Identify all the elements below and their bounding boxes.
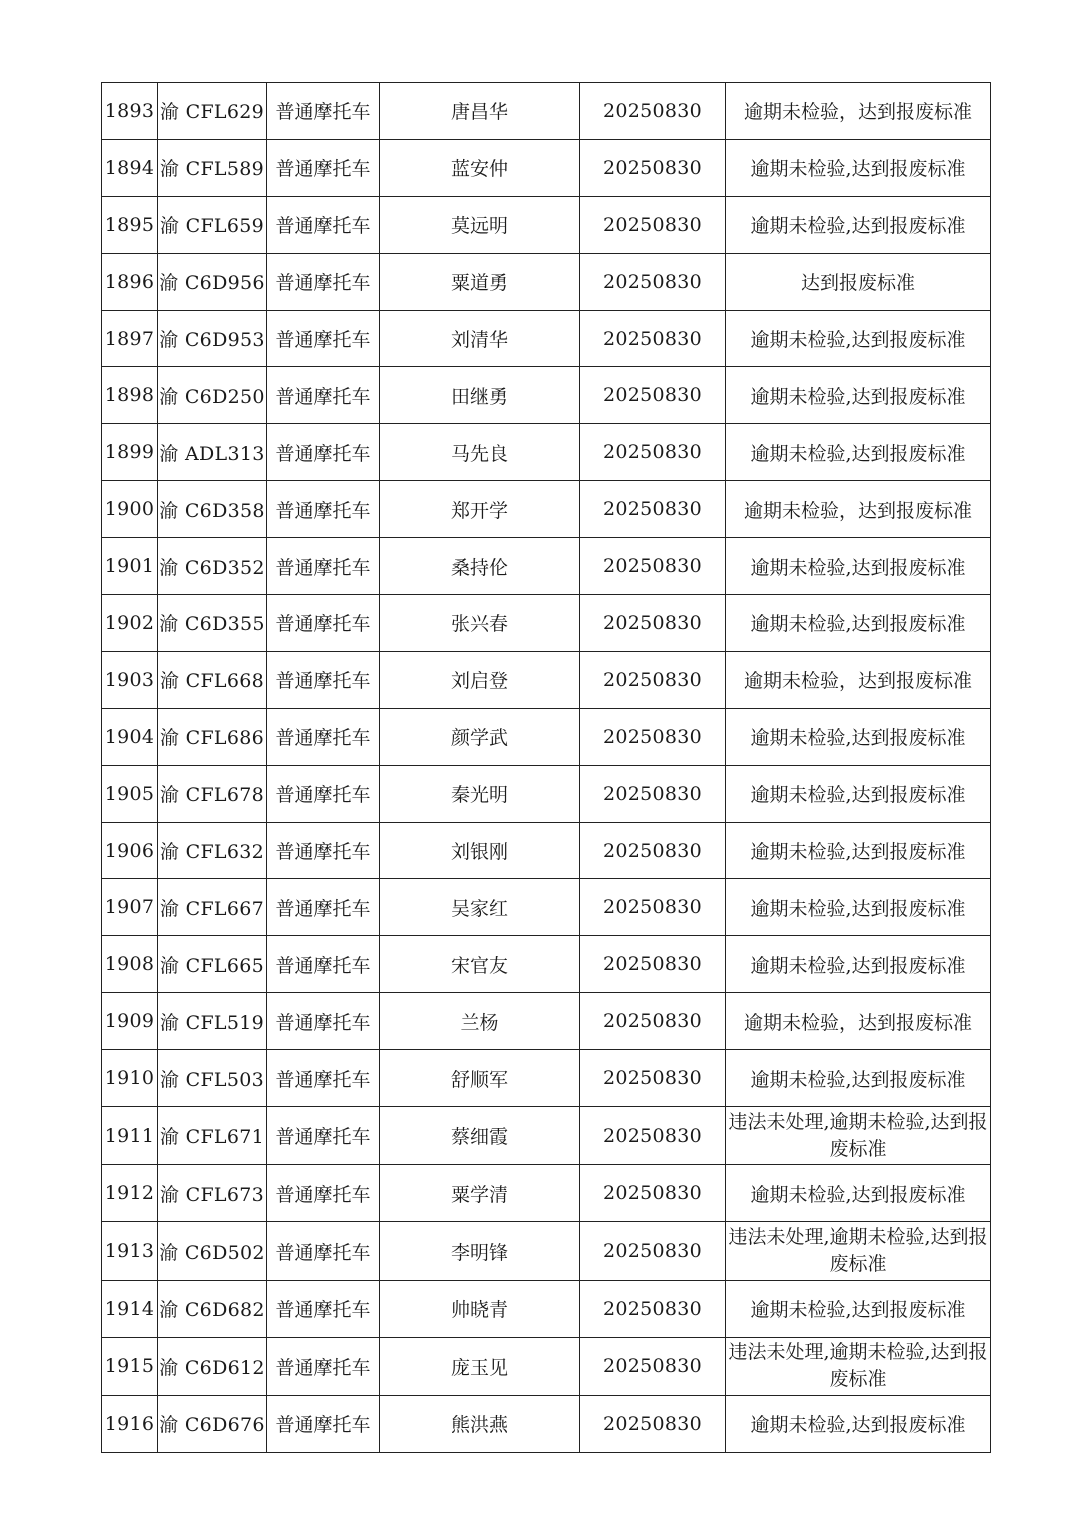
date-cell: 20250830 [580,1280,726,1337]
plate-number-cell: 渝 C6D682 [158,1280,267,1337]
status-note-cell: 逾期未检验,达到报废标准 [726,708,991,765]
table-row [102,1337,991,1395]
table-row [102,708,991,765]
plate-number-cell: 渝 CFL673 [158,1165,267,1222]
owner-name-cell: 蔡细霞 [380,1107,580,1165]
row-number-cell: 1899 [102,424,158,481]
plate-number-cell: 渝 C6D612 [158,1337,267,1395]
vehicle-type-cell: 普通摩托车 [267,253,380,310]
plate-number-cell: 渝 C6D250 [158,367,267,424]
status-note-cell: 逾期未检验,达到报废标准 [726,424,991,481]
plate-number-cell: 渝 CFL665 [158,936,267,993]
status-note-cell: 违法未处理,逾期未检验,达到报废标准 [726,1107,991,1165]
status-note-cell: 逾期未检验,达到报废标准 [726,765,991,822]
table-row [102,310,991,367]
row-number-cell: 1914 [102,1280,158,1337]
owner-name-cell: 熊洪燕 [380,1395,580,1452]
plate-number-cell: 渝 C6D953 [158,310,267,367]
status-note-cell: 逾期未检验,达到报废标准 [726,1280,991,1337]
date-cell: 20250830 [580,1222,726,1280]
plate-number-cell: 渝 CFL629 [158,83,267,140]
date-cell: 20250830 [580,765,726,822]
date-cell: 20250830 [580,879,726,936]
table-row [102,367,991,424]
vehicle-type-cell: 普通摩托车 [267,139,380,196]
plate-number-cell: 渝 CFL671 [158,1107,267,1165]
owner-name-cell: 唐昌华 [380,83,580,140]
table-row [102,1165,991,1222]
vehicle-type-cell: 普通摩托车 [267,1165,380,1222]
status-note-cell: 逾期未检验,达到报废标准 [726,879,991,936]
vehicle-type-cell: 普通摩托车 [267,481,380,538]
plate-number-cell: 渝 C6D355 [158,595,267,652]
row-number-cell: 1913 [102,1222,158,1280]
status-note-cell: 逾期未检验,达到报废标准 [726,139,991,196]
vehicle-type-cell: 普通摩托车 [267,1395,380,1452]
row-number-cell: 1898 [102,367,158,424]
row-number-cell: 1900 [102,481,158,538]
row-number-cell: 1903 [102,651,158,708]
plate-number-cell: 渝 ADL313 [158,424,267,481]
vehicle-type-cell: 普通摩托车 [267,538,380,595]
table-row [102,424,991,481]
date-cell: 20250830 [580,822,726,879]
date-cell: 20250830 [580,993,726,1050]
plate-number-cell: 渝 CFL519 [158,993,267,1050]
date-cell: 20250830 [580,1165,726,1222]
vehicle-type-cell: 普通摩托车 [267,310,380,367]
vehicle-type-cell: 普通摩托车 [267,83,380,140]
owner-name-cell: 宋官友 [380,936,580,993]
status-note-cell: 达到报废标准 [726,253,991,310]
row-number-cell: 1893 [102,83,158,140]
owner-name-cell: 兰杨 [380,993,580,1050]
status-note-cell: 逾期未检验,达到报废标准 [726,1050,991,1107]
status-note-cell: 逾期未检验,达到报废标准 [726,310,991,367]
vehicle-type-cell: 普通摩托车 [267,708,380,765]
owner-name-cell: 田继勇 [380,367,580,424]
date-cell: 20250830 [580,83,726,140]
date-cell: 20250830 [580,424,726,481]
plate-number-cell: 渝 CFL678 [158,765,267,822]
owner-name-cell: 刘清华 [380,310,580,367]
table-row [102,1280,991,1337]
owner-name-cell: 粟道勇 [380,253,580,310]
owner-name-cell: 马先良 [380,424,580,481]
owner-name-cell: 莫远明 [380,196,580,253]
vehicle-type-cell: 普通摩托车 [267,424,380,481]
date-cell: 20250830 [580,139,726,196]
owner-name-cell: 吴家红 [380,879,580,936]
status-note-cell: 逾期未检验，达到报废标准 [726,481,991,538]
plate-number-cell: 渝 CFL659 [158,196,267,253]
plate-number-cell: 渝 C6D676 [158,1395,267,1452]
owner-name-cell: 桑持伦 [380,538,580,595]
plate-number-cell: 渝 CFL667 [158,879,267,936]
vehicle-type-cell: 普通摩托车 [267,1050,380,1107]
owner-name-cell: 张兴春 [380,595,580,652]
table-row [102,196,991,253]
table-row [102,83,991,140]
row-number-cell: 1907 [102,879,158,936]
date-cell: 20250830 [580,1050,726,1107]
owner-name-cell: 秦光明 [380,765,580,822]
row-number-cell: 1905 [102,765,158,822]
table-row [102,651,991,708]
document-sheet [101,82,991,1453]
owner-name-cell: 舒顺军 [380,1050,580,1107]
owner-name-cell: 粟学清 [380,1165,580,1222]
date-cell: 20250830 [580,196,726,253]
date-cell: 20250830 [580,595,726,652]
status-note-cell: 逾期未检验,达到报废标准 [726,1395,991,1452]
row-number-cell: 1908 [102,936,158,993]
row-number-cell: 1909 [102,993,158,1050]
status-note-cell: 逾期未检验,达到报废标准 [726,196,991,253]
status-note-cell: 逾期未检验，达到报废标准 [726,651,991,708]
date-cell: 20250830 [580,1395,726,1452]
table-row [102,595,991,652]
vehicle-type-cell: 普通摩托车 [267,1107,380,1165]
row-number-cell: 1916 [102,1395,158,1452]
row-number-cell: 1902 [102,595,158,652]
row-number-cell: 1895 [102,196,158,253]
row-number-cell: 1910 [102,1050,158,1107]
date-cell: 20250830 [580,1337,726,1395]
row-number-cell: 1904 [102,708,158,765]
vehicle-type-cell: 普通摩托车 [267,595,380,652]
date-cell: 20250830 [580,651,726,708]
status-note-cell: 逾期未检验,达到报废标准 [726,595,991,652]
plate-number-cell: 渝 CFL589 [158,139,267,196]
date-cell: 20250830 [580,1107,726,1165]
vehicle-table [101,82,991,1453]
status-note-cell: 逾期未检验,达到报废标准 [726,822,991,879]
plate-number-cell: 渝 C6D502 [158,1222,267,1280]
plate-number-cell: 渝 CFL503 [158,1050,267,1107]
vehicle-type-cell: 普通摩托车 [267,1337,380,1395]
date-cell: 20250830 [580,310,726,367]
date-cell: 20250830 [580,936,726,993]
owner-name-cell: 庞玉见 [380,1337,580,1395]
row-number-cell: 1906 [102,822,158,879]
date-cell: 20250830 [580,367,726,424]
date-cell: 20250830 [580,708,726,765]
table-row [102,879,991,936]
owner-name-cell: 帅晓青 [380,1280,580,1337]
vehicle-type-cell: 普通摩托车 [267,879,380,936]
owner-name-cell: 蓝安仲 [380,139,580,196]
row-number-cell: 1896 [102,253,158,310]
date-cell: 20250830 [580,538,726,595]
vehicle-type-cell: 普通摩托车 [267,765,380,822]
row-number-cell: 1894 [102,139,158,196]
table-row [102,1395,991,1452]
status-note-cell: 逾期未检验,达到报废标准 [726,936,991,993]
row-number-cell: 1911 [102,1107,158,1165]
table-row [102,1107,991,1165]
table-body [102,83,991,1453]
plate-number-cell: 渝 CFL632 [158,822,267,879]
vehicle-type-cell: 普通摩托车 [267,367,380,424]
status-note-cell: 逾期未检验,达到报废标准 [726,367,991,424]
plate-number-cell: 渝 CFL686 [158,708,267,765]
vehicle-type-cell: 普通摩托车 [267,196,380,253]
table-row [102,1050,991,1107]
table-row [102,822,991,879]
table-row [102,481,991,538]
status-note-cell: 逾期未检验，达到报废标准 [726,83,991,140]
owner-name-cell: 郑开学 [380,481,580,538]
row-number-cell: 1915 [102,1337,158,1395]
plate-number-cell: 渝 C6D358 [158,481,267,538]
owner-name-cell: 刘启登 [380,651,580,708]
plate-number-cell: 渝 C6D352 [158,538,267,595]
table-row [102,936,991,993]
table-row [102,253,991,310]
owner-name-cell: 颜学武 [380,708,580,765]
vehicle-type-cell: 普通摩托车 [267,993,380,1050]
table-row [102,765,991,822]
plate-number-cell: 渝 CFL668 [158,651,267,708]
table-row [102,993,991,1050]
status-note-cell: 逾期未检验,达到报废标准 [726,1165,991,1222]
vehicle-type-cell: 普通摩托车 [267,936,380,993]
status-note-cell: 违法未处理,逾期未检验,达到报废标准 [726,1337,991,1395]
row-number-cell: 1897 [102,310,158,367]
vehicle-type-cell: 普通摩托车 [267,1222,380,1280]
table-row [102,538,991,595]
owner-name-cell: 李明锋 [380,1222,580,1280]
row-number-cell: 1901 [102,538,158,595]
status-note-cell: 逾期未检验,达到报废标准 [726,538,991,595]
status-note-cell: 逾期未检验，达到报废标准 [726,993,991,1050]
row-number-cell: 1912 [102,1165,158,1222]
vehicle-type-cell: 普通摩托车 [267,651,380,708]
date-cell: 20250830 [580,253,726,310]
table-row [102,139,991,196]
table-row [102,1222,991,1280]
vehicle-type-cell: 普通摩托车 [267,822,380,879]
owner-name-cell: 刘银刚 [380,822,580,879]
vehicle-type-cell: 普通摩托车 [267,1280,380,1337]
plate-number-cell: 渝 C6D956 [158,253,267,310]
status-note-cell: 违法未处理,逾期未检验,达到报废标准 [726,1222,991,1280]
date-cell: 20250830 [580,481,726,538]
